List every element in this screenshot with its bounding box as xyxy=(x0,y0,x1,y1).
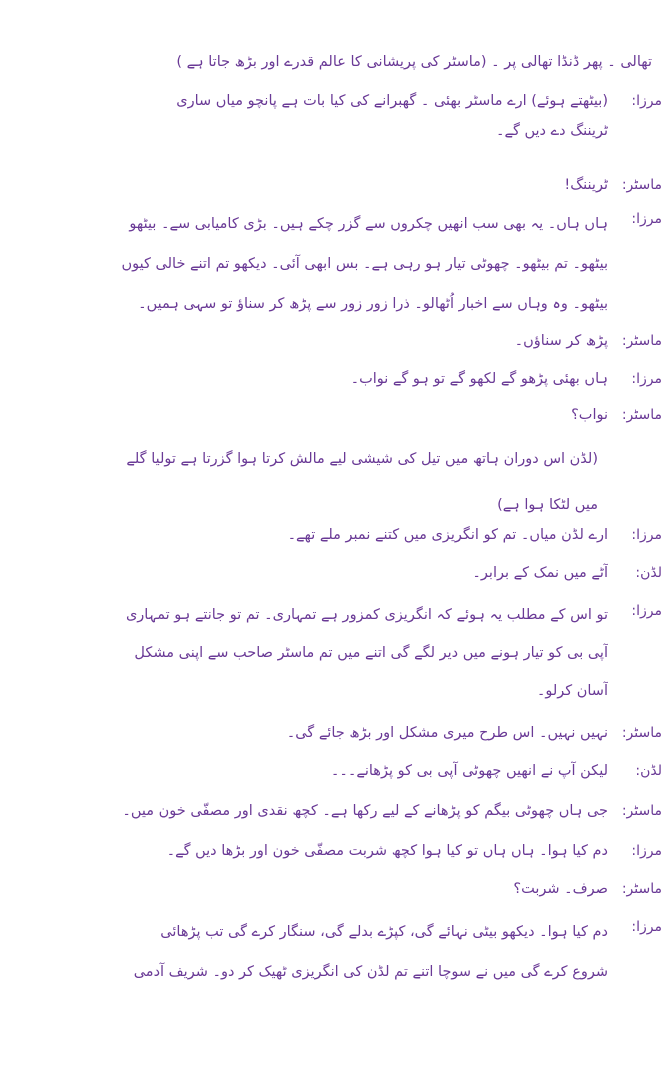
dialogue-text xyxy=(48,596,608,710)
dialogue-line: ہاں بھئی پڑھو گے لکھو گے تو ہو گے نواب۔ xyxy=(350,371,608,387)
dialogue-line: ارے لڈن میاں۔ تم کو انگریزی میں کتنے نمبر ملے تھے۔ xyxy=(287,527,608,543)
dialogue-line: آپی بی کو تیار ہونے میں دیر لگے گی اتنے میں تم ماسٹر صاحب سے اپنی مشکل xyxy=(134,645,608,661)
dialogue-text xyxy=(48,718,608,748)
dialogue-line: جی ہاں چھوٹی بیگم کو پڑھانے کے لیے رکھا ہے۔ کچھ نقدی اور مصفّی خون میں۔ xyxy=(122,803,608,819)
dialogue-line: شروع کرے گی میں نے سوچا اتنے تم لڈن کی انگریزی ٹھیک کر دو۔ شریف آدمی xyxy=(133,964,608,980)
speaker-name: لڈن: xyxy=(635,763,662,779)
dialogue-line: پڑھ کر سناؤں۔ xyxy=(514,333,608,349)
dialogue-text xyxy=(48,86,608,146)
dialogue-line: آٹے میں نمک کے برابر۔ xyxy=(472,565,608,581)
dialogue-text xyxy=(48,400,608,430)
dialogue-line: صرف۔ شربت؟ xyxy=(513,881,608,897)
dialogue-text xyxy=(48,326,608,356)
dialogue-line: نہیں نہیں۔ اس طرح میری مشکل اور بڑھ جائے گی۔ xyxy=(286,725,608,741)
speaker-name: مرزا: xyxy=(631,371,662,387)
dialogue-entry xyxy=(0,596,672,710)
speaker-name: ماسٹر: xyxy=(621,881,662,897)
speaker-name: ماسٹر: xyxy=(621,803,662,819)
dialogue-entry xyxy=(0,718,672,748)
dialogue-line: نواب؟ xyxy=(571,407,608,423)
dialogue-line: آسان کرلو۔ xyxy=(536,683,608,699)
stage-direction-line: میں لٹکا ہوا ہے) xyxy=(497,497,598,513)
dialogue-entry xyxy=(0,756,672,786)
dialogue-text xyxy=(48,364,608,394)
dialogue-line: (بیٹھتے ہوئے) ارے ماسٹر بھئی ۔ گھبرانے کی کیا بات ہے پانچو میاں ساری xyxy=(176,93,608,109)
dialogue-line: ٹریننگ دے دیں گے۔ xyxy=(495,123,608,139)
speaker-name: ماسٹر: xyxy=(621,407,662,423)
dialogue-line: ہاں ہاں۔ یہ بھی سب انھیں چکروں سے گزر چکے ہیں۔ بڑی کامیابی سے۔ بیٹھو xyxy=(129,216,608,232)
dialogue-entry xyxy=(0,204,672,324)
dialogue-text xyxy=(48,756,608,786)
speaker-name: مرزا: xyxy=(631,843,662,859)
dialogue-entry xyxy=(0,558,672,588)
dialogue-entry xyxy=(0,170,672,200)
dialogue-line: لیکن آپ نے انھیں چھوٹی آپی بی کو پڑھانے۔۔۔ xyxy=(330,763,608,779)
dialogue-entry xyxy=(0,874,672,904)
dialogue-entry xyxy=(0,400,672,430)
speaker-name: ماسٹر: xyxy=(621,177,662,193)
speaker-name: مرزا: xyxy=(631,527,662,543)
dialogue-text xyxy=(48,558,608,588)
stage-direction-line: (لڈن اس دوران ہاتھ میں تیل کی شیشی لیے مالش کرتا ہوا گزرتا ہے تولیا گلے xyxy=(126,451,598,467)
speaker-name: مرزا: xyxy=(631,93,662,109)
dialogue-entry xyxy=(0,912,672,992)
dialogue-text xyxy=(48,520,608,550)
dialogue-line: ٹریننگ! xyxy=(564,177,608,193)
speaker-name: ماسٹر: xyxy=(621,725,662,741)
dialogue-line: دم کیا ہوا۔ ہاں ہاں تو کیا ہوا کچھ شربت مصفّی خون اور بڑھا دیں گے۔ xyxy=(166,843,608,859)
dialogue-line: بیٹھو۔ وہ وہاں سے اخبار اُٹھالو۔ ذرا زور زور سے پڑھ کر سناؤ تو سہی ہمیں۔ xyxy=(138,296,608,312)
dialogue-text xyxy=(48,796,608,826)
dialogue-entry xyxy=(0,796,672,826)
dialogue-text xyxy=(48,874,608,904)
dialogue-entry xyxy=(0,520,672,550)
speaker-name: ماسٹر: xyxy=(621,333,662,349)
dialogue-line: دم کیا ہوا۔ دیکھو بیٹی نہائے گی، کپڑے بدلے گی، سنگار کرے گی تب پڑھائی xyxy=(160,924,608,940)
speaker-name: مرزا: xyxy=(631,211,662,227)
dialogue-entry xyxy=(0,326,672,356)
dialogue-text xyxy=(48,170,608,200)
speaker-name: مرزا: xyxy=(631,603,662,619)
dialogue-text xyxy=(48,836,608,866)
dialogue-line: بیٹھو۔ تم بیٹھو۔ چھوٹی تیار ہو رہی ہے۔ بس ابھی آئی۔ دیکھو تم اتنے خالی کیوں xyxy=(121,256,608,272)
speaker-name: لڈن: xyxy=(635,565,662,581)
dialogue-line: تو اس کے مطلب یہ ہوئے کہ انگریزی کمزور ہے تمہاری۔ تم تو جانتے ہو تمہاری xyxy=(125,607,608,623)
dialogue-entry xyxy=(0,86,672,146)
stage-direction xyxy=(38,436,598,528)
speaker-name: مرزا: xyxy=(631,919,662,935)
dialogue-entry xyxy=(0,836,672,866)
dialogue-entry xyxy=(0,364,672,394)
dialogue-text xyxy=(48,912,608,992)
intro-line: تھالی ۔ پھر ڈنڈا تھالی پر ۔ (ماسٹر کی پریشانی کا عالم قدرے اور بڑھ جاتا ہے ) xyxy=(176,54,652,70)
dialogue-text xyxy=(48,204,608,324)
